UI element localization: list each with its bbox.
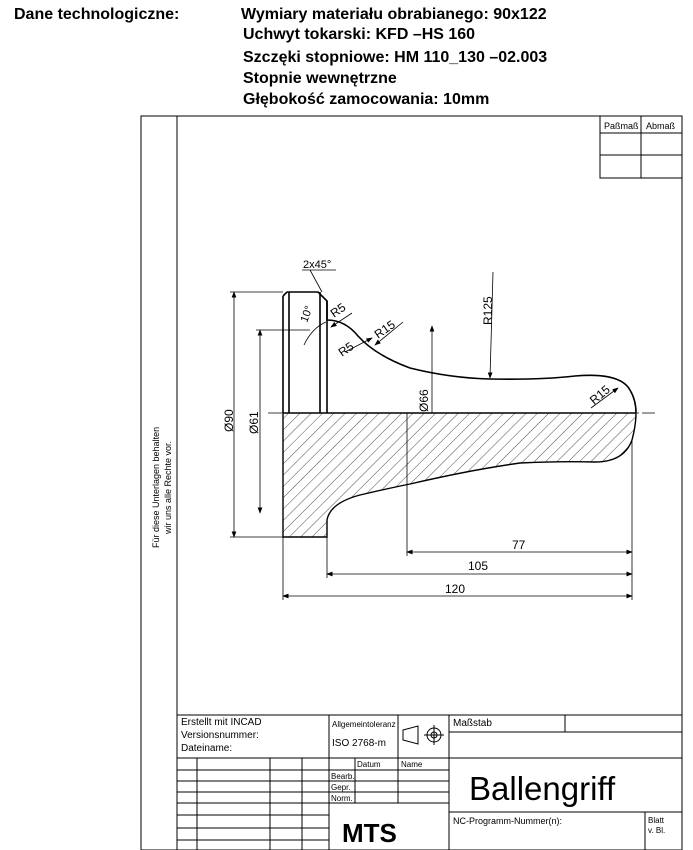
revision-header-passmass: Paßmaß <box>604 121 639 131</box>
revision-table <box>600 116 682 178</box>
company-logo-text: MTS <box>342 818 397 848</box>
dim-chamfer: 2x45° <box>303 259 332 271</box>
dim-r15-left: R15 <box>371 317 398 342</box>
side-note-line-1: Für diese Unterlagen behalten <box>151 426 161 548</box>
dim-diameter-66: Ø66 <box>417 389 431 412</box>
title-block <box>177 715 682 850</box>
dim-length-120: 120 <box>445 582 466 596</box>
created-with-label: Erstellt mit INCAD <box>181 717 262 728</box>
header-line-material: Wymiary materiału obrabianego: 90x122 <box>241 6 547 23</box>
sheet-label: Blatt <box>648 816 665 825</box>
header-label: Dane technologiczne: <box>14 6 180 23</box>
header-line-steps: Stopnie wewnętrzne <box>243 70 397 87</box>
drawing-title: Ballengriff <box>469 770 616 807</box>
tolerance-label: Allgemeintoleranz <box>332 720 396 729</box>
projection-symbol-icon <box>403 725 444 745</box>
dim-r5-bottom: R5 <box>335 339 357 360</box>
dim-diameter-90: Ø90 <box>222 409 236 432</box>
dim-length-105: 105 <box>468 559 489 573</box>
filename-label: Dateiname: <box>181 743 233 754</box>
dim-angle: 10° <box>298 304 316 325</box>
revision-header-abmass: Abmaß <box>646 121 676 131</box>
nc-program-label: NC-Programm-Nummer(n): <box>453 816 563 826</box>
version-label: Versionsnummer: <box>181 730 259 741</box>
row-bearb: Bearb. <box>331 772 355 781</box>
hatched-section <box>283 413 636 537</box>
header-line-chuck: Uchwyt tokarski: KFD –HS 160 <box>243 26 476 43</box>
part-geometry <box>268 292 655 537</box>
dim-diameter-61: Ø61 <box>247 411 261 434</box>
name-label: Name <box>401 760 423 769</box>
header-line-jaws: Szczęki stopniowe: HM 110_130 –02.003 <box>243 49 548 66</box>
dim-r5-top: R5 <box>327 300 349 321</box>
row-norm: Norm. <box>331 794 353 803</box>
tolerance-value: ISO 2768-m <box>332 738 386 749</box>
sheet-of-label: v. Bl. <box>648 826 666 835</box>
dim-r15-right: R15 <box>586 382 613 408</box>
dim-length-77: 77 <box>512 538 526 552</box>
row-gepr: Gepr. <box>331 783 351 792</box>
scale-label: Maßstab <box>453 718 492 729</box>
company-logo <box>340 818 432 848</box>
side-note-line-2: wir uns alle Rechte vor. <box>163 440 173 534</box>
dim-r125: R125 <box>481 296 495 325</box>
header-line-depth: Głębokość zamocowania: 10mm <box>243 91 490 108</box>
date-label: Datum <box>357 760 381 769</box>
